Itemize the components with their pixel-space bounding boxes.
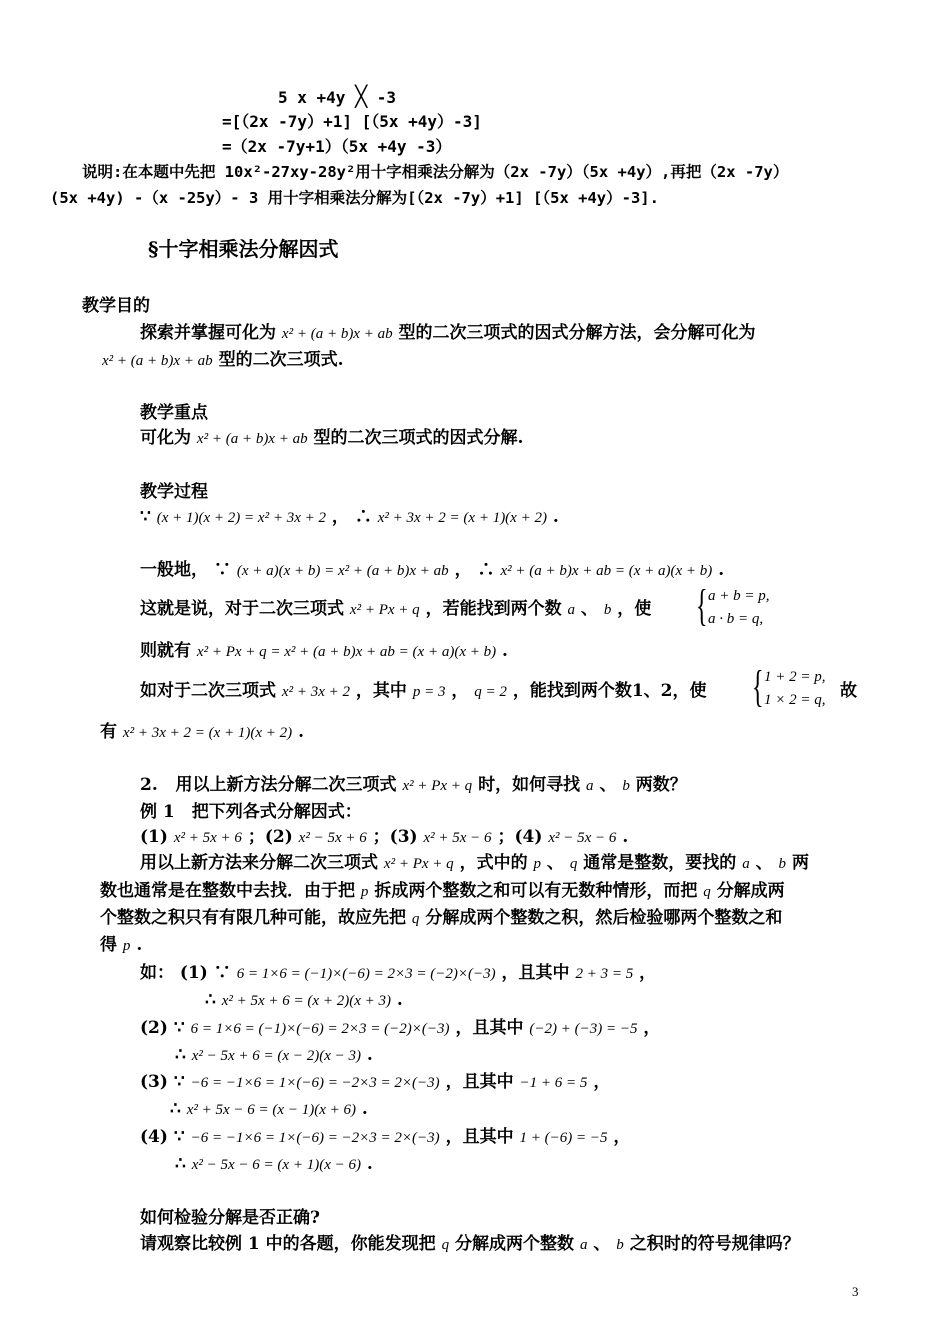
solution-2-line-1: (2) ∵ 6 = 1×6 = (−1)×(−6) = 2×3 = (−2)×(−3) ，且其中 (−2) + (−3) = −5 ，	[140, 1018, 661, 1038]
check-question: 如何检验分解是否正确?	[140, 1208, 320, 1228]
solution-4-line-2: ∴ x² − 5x − 6 = (x + 1)(x − 6) .	[175, 1154, 373, 1174]
cross-line-2: =[（2x -7y）+1] [（5x +4y）-3]	[222, 112, 482, 131]
solution-1-line-1: 如： (1) ∵ 6 = 1×6 = (−1)×(−6) = 2×3 = (−2)×(−3) ，且其中 2 + 3 = 5 ，	[140, 963, 657, 983]
goal-line-2: x² + (a + b)x + ab 型的二次三项式.	[102, 350, 344, 370]
solution-3-line-1: (3) ∵ −6 = −1×6 = 1×(−6) = −2×3 = 2×(−3) ，且其中 −1 + 6 = 5 ，	[140, 1072, 611, 1092]
section-title: §十字相乘法分解因式	[148, 237, 339, 261]
cross-term-left: 5 x +4y	[278, 88, 346, 107]
solution-2-line-2: ∴ x² − 5x + 6 = (x − 2)(x − 3) .	[175, 1045, 373, 1065]
cross-term-right: -3	[376, 88, 397, 107]
system-brace-1: { a + b = p, a · b = q,	[696, 581, 770, 630]
process-line-1: ∵ (x + 1)(x + 2) = x² + 3x + 2 ， ∴ x² + 3x + 2 = (x + 1)(x + 2) .	[140, 507, 559, 527]
solution-1-line-2: ∴ x² + 5x + 6 = (x + 2)(x + 3) .	[205, 990, 403, 1010]
example-title: 例 1 把下列各式分解因式：	[140, 802, 362, 822]
process-general: 一般地， ∵ (x + a)(x + b) = x² + (a + b)x + ab ， ∴ x² + (a + b)x + ab = (x + a)(x + b) .	[140, 560, 725, 580]
explain-line-3: 个整数之积只有有限几种可能，故应先把 q 分解成两个整数之积，然后检验哪两个整数之和	[100, 908, 783, 928]
cross-line-3: =（2x -7y+1）（5x +4y -3）	[222, 137, 452, 156]
example-items: (1) x² + 5x + 6 ；(2) x² − 5x + 6 ；(3) x² + 5x − 6 ；(4) x² − 5x − 6 .	[140, 827, 629, 847]
therefore-icon: ∴	[354, 507, 372, 527]
goal-line-1: 探索并掌握可化为 x² + (a + b)x + ab 型的二次三项式的因式分解方法，会分解可化为	[140, 323, 756, 343]
solution-4-line-1: (4) ∵ −6 = −1×6 = 1×(−6) = −2×3 = 2×(−3) ，且其中 1 + (−6) = −5 ，	[140, 1127, 631, 1147]
question-2: 2. 用以上新方法分解二次三项式 x² + Px + q 时，如何寻找 a 、 b 两数？	[140, 775, 687, 795]
note-line-2: (5x +4y) -（x -25y）- 3 用十字相乘法分解为[（2x -7y）+1] [（5x +4y）-3].	[50, 189, 659, 207]
process-example: 如对于二次三项式 x² + 3x + 2 ，其中 p = 3 ， q = 2 ，能找到两个数1、2，使	[140, 681, 707, 701]
check-observe: 请观察比较例 1 中的各题，你能发现把 q 分解成两个整数 a 、 b 之积时的符号规律吗？	[140, 1234, 800, 1254]
explain-line-2: 数也通常是在整数中去找．由于把 p 拆成两个整数之和可以有无数种情形，而把 q 分解成两	[100, 881, 785, 901]
system-brace-2: { 1 + 2 = p, 1 × 2 = q,	[752, 662, 826, 711]
because-icon: ∵	[140, 507, 151, 527]
goal-expr: x² + (a + b)x + ab	[281, 326, 393, 342]
note-line-1: 说明:在本题中先把 10x²-27xy-28y²用十字相乘法分解为（2x -7y）（5x +4y）,再把（2x -7y）	[82, 163, 789, 181]
process-say: 这就是说，对于二次三项式 x² + Px + q ，若能找到两个数 a 、 b ，使	[140, 599, 652, 619]
process-then: 则就有 x² + Px + q = x² + (a + b)x + ab = (x + a)(x + b) .	[140, 641, 508, 661]
cross-icon: ╳	[355, 84, 368, 108]
goal-heading: 教学目的	[82, 296, 150, 316]
page-number: 3	[852, 1284, 859, 1299]
process-heading: 教学过程	[140, 482, 208, 502]
focus-heading: 教学重点	[140, 403, 208, 423]
explain-line-4: 得 p .	[100, 935, 143, 955]
process-result: 有 x² + 3x + 2 = (x + 1)(x + 2) .	[100, 722, 304, 742]
solution-3-line-2: ∴ x² + 5x − 6 = (x − 1)(x + 6) .	[170, 1099, 368, 1119]
cross-line-1	[278, 85, 396, 109]
process-gu: 故	[840, 681, 857, 701]
focus-line: 可化为 x² + (a + b)x + ab 型的二次三项式的因式分解.	[140, 428, 524, 448]
explain-line-1: 用以上新方法来分解二次三项式 x² + Px + q ，式中的 p 、 q 通常是整数，要找的 a 、 b 两	[140, 853, 809, 873]
